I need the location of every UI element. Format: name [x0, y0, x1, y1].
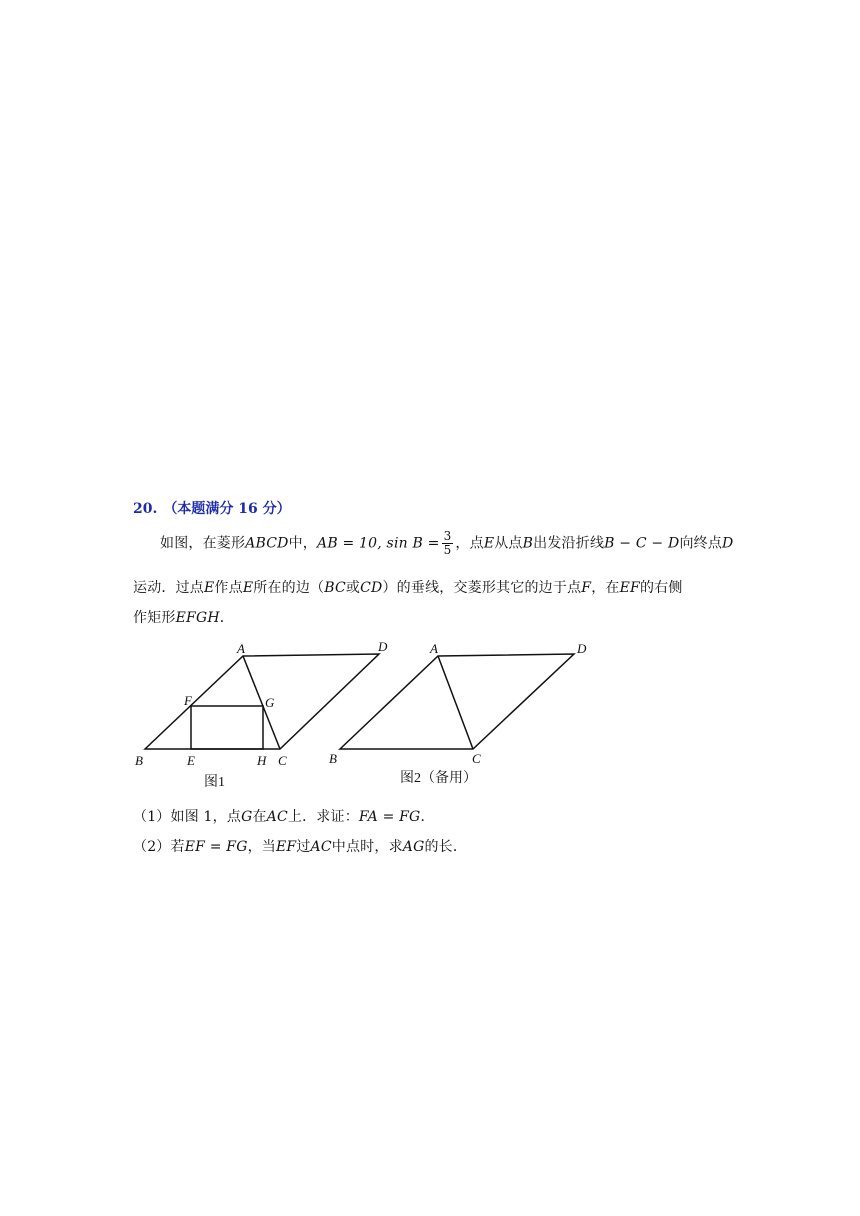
math-AG: AG [402, 839, 425, 855]
text: 或 [345, 580, 361, 596]
math-given: AB = 10, sin B = [317, 535, 440, 552]
math-E: E [242, 580, 254, 596]
math-BC: BC [324, 580, 346, 596]
label-F: F [184, 693, 192, 708]
math-E: E [483, 535, 495, 552]
figure-1 [145, 654, 379, 749]
rectangle-efgh [191, 706, 263, 749]
fraction-denominator: 5 [443, 543, 452, 557]
label-D: D [577, 641, 587, 656]
label-C: C [472, 751, 481, 766]
text: 作矩形 [133, 610, 176, 626]
text: ）的垂线，交菱形其它的边于点 [382, 580, 582, 596]
figure-2-labels [329, 641, 587, 766]
math-EFGH: EFGH [175, 610, 220, 626]
text: 上．求证： [287, 809, 359, 825]
text: 运动．过点 [133, 580, 204, 596]
label-G: G [265, 695, 275, 710]
question-2 [133, 836, 467, 856]
label-C: C [278, 753, 287, 768]
math-path: B − C − D [604, 535, 680, 552]
question-1 [133, 806, 435, 826]
problem-number: 20. [133, 501, 158, 517]
text: 在 [252, 809, 267, 825]
label-A: A [237, 641, 245, 656]
math-AC: AC [266, 809, 288, 825]
text: 作点 [214, 580, 243, 596]
text: ，点 [455, 535, 484, 552]
problem-score: （本题满分 16 分） [163, 501, 291, 517]
text: 向终点 [679, 535, 723, 552]
text: 所在的边（ [253, 580, 325, 596]
math-EF: EF [619, 580, 640, 596]
label-E: E [187, 753, 195, 768]
text: 出发沿折线 [533, 535, 605, 552]
math-AC: AC [310, 839, 332, 855]
fraction-numerator: 3 [443, 529, 452, 543]
rhombus-abcd-fig2 [340, 654, 574, 749]
text: 的右侧 [639, 580, 683, 596]
text: 中点时，求 [331, 839, 403, 855]
label-B: B [329, 751, 337, 766]
math-D: D [722, 535, 734, 552]
math-G: G [241, 809, 253, 825]
text: ，当 [247, 839, 276, 855]
label-H: H [257, 753, 267, 768]
text: 从点 [494, 535, 523, 552]
text: （2）若 [133, 839, 185, 855]
text: 过 [296, 839, 311, 855]
math-FA-FG: FA = FG [358, 809, 421, 825]
diagonal-ac-fig1 [243, 656, 280, 749]
text: 的长． [424, 839, 468, 855]
label-B: B [135, 753, 143, 768]
text: （1）如图 1，点 [133, 809, 242, 825]
text: ． [219, 610, 234, 626]
math-E: E [204, 580, 215, 596]
math-ABCD: ABCD [245, 535, 289, 552]
diagonal-ac-fig2 [438, 656, 473, 749]
label-A: A [430, 641, 438, 656]
text: ． [420, 809, 435, 825]
text: 中， [288, 535, 318, 552]
figure-2 [340, 654, 574, 749]
rhombus-abcd-fig1 [145, 654, 379, 749]
math-EF: EF [276, 839, 297, 855]
text: ，在 [591, 580, 620, 596]
math-EF-FG: EF = FG [184, 839, 248, 855]
math-F: F [581, 580, 592, 596]
label-D: D [378, 639, 388, 654]
math-B: B [522, 535, 534, 552]
figure-2-caption: 图2（备用） [400, 771, 477, 786]
figure-1-caption: 图1 [204, 775, 225, 790]
math-CD: CD [360, 580, 383, 596]
text: 如图，在菱形 [160, 535, 246, 552]
